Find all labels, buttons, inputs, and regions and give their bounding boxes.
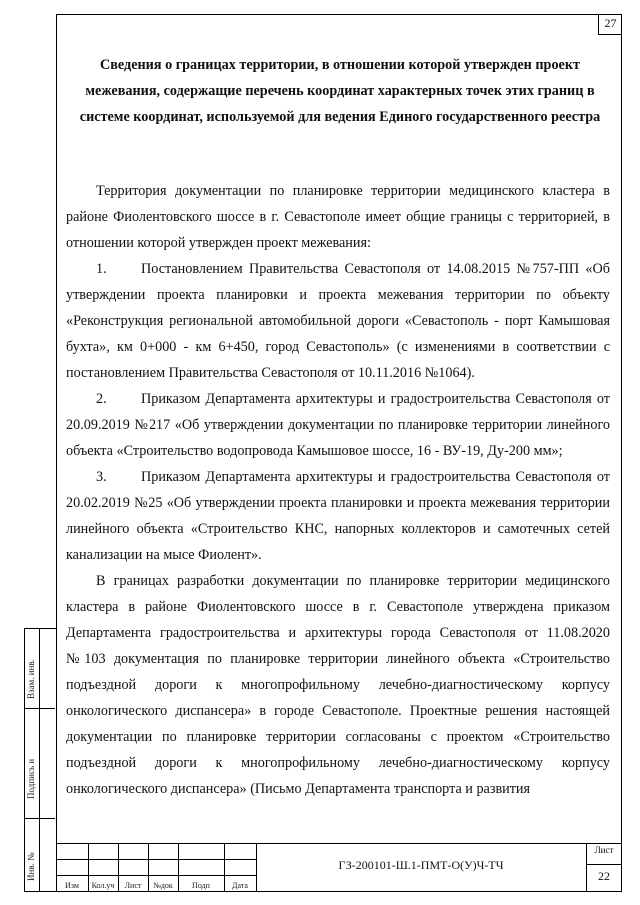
list-item (66, 386, 610, 464)
document-code: ГЗ-200101-Ш.1-ПМТ-О(У)Ч-ТЧ (338, 858, 504, 872)
closing-paragraph: В границах разработки документации по планировке территории медицинского кластера в районе Фиолентовского шоссе в г. Севастополе утверждена приказом Департамента градостроительства и архитектуры города Севастополя от 11.08.2020 №103 документация по планировке территории линейного объекта «Строительство подъездной дороги к многопрофильному лечебно-диагностическому корпусу онкологического диспансера» в городе Севастополе. Проектные решения настоящей документации по планировке территории согласованы с проектом «Строительство подъездной дороги к многопрофильному лечебно-диагностическому корпусу онкологического диспансера» (Письмо Департамента транспорта и развития (66, 573, 610, 797)
stamp-header: Дата (232, 881, 248, 890)
side-label-signature: Подпись и (26, 758, 36, 799)
sheet-label: Лист (594, 845, 614, 855)
list-item-number: 2. (96, 391, 107, 407)
list-item-text: Приказом Департамента архитектуры и градостроительства Севастополя от 20.09.2019 №217 «Об утверждении документации по планировке территории линейного объекта «Строительство водопровода Камышовое шоссе, 16 - ВУ-19, Ду-200 мм»; (66, 391, 610, 459)
stamp-header: №док (153, 881, 173, 890)
list-item-number: 1. (96, 261, 107, 277)
stamp-header: Подп (192, 881, 210, 890)
intro-paragraph: Территория документации по планировке территории медицинского кластера в районе Фиолентовского шоссе в г. Севастополе имеет общие границы с территорией, в отношении которой утвержден проект межевания: (66, 183, 610, 251)
list-item (66, 464, 610, 568)
side-label-replace-inv: Взам. инв. (26, 659, 36, 699)
stamp-header: Кол.уч (91, 881, 115, 890)
document-body (66, 178, 610, 802)
side-label-inv-no: Инв. № (26, 852, 36, 881)
side-margin-block (24, 628, 56, 892)
stamp-header: Изм (65, 881, 79, 890)
page-number-top: 27 (598, 14, 622, 35)
list-item-number: 3. (96, 469, 107, 485)
sheet-number: 22 (598, 869, 610, 883)
list-item (66, 256, 610, 386)
document-title: Сведения о границах территории, в отношении которой утвержден проект межевания, содержащие перечень координат характерных точек этих границ в системе координат, используемой для ведения Единого государственного реестра (79, 57, 601, 125)
stamp-header: Лист (124, 881, 142, 890)
list-item-text: Приказом Департамента архитектуры и градостроительства Севастополя от 20.02.2019 №25 «Об утверждении проекта планировки и проекта межевания территории линейного объекта «Строительство КНС, напорных коллекторов и самотечных сетей канализации на мысе Фиолент». (66, 469, 610, 563)
title-block (56, 843, 622, 892)
list-item-text: Постановлением Правительства Севастополя от 14.08.2015 №757-ПП «Об утверждении проекта планировки и проекта межевания территории по объекту «Реконструкция региональной автомобильной дороги «Севастополь - порт Камышовая бухта», км 0+000 - км 6+450, город Севастополь» (с изменениями в соответствии с постановлением Правительства Севастополя от 10.11.2016 №1064). (66, 261, 610, 381)
